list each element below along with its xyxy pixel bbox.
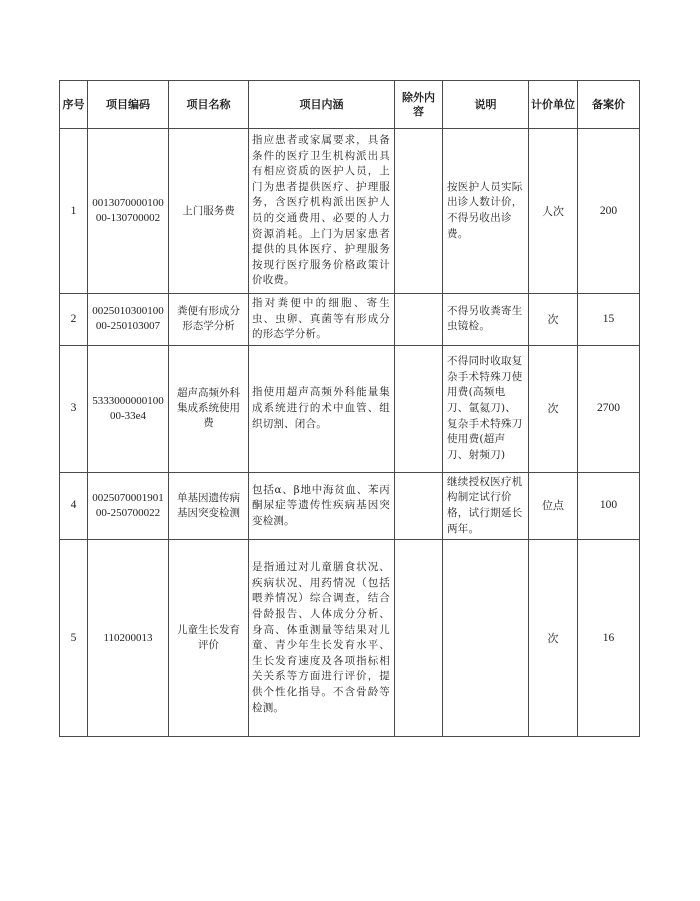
price-filing-table: [59, 80, 640, 737]
cell-unit: 次: [529, 345, 578, 472]
cell-excluded: [395, 294, 443, 346]
table-row: [60, 540, 640, 737]
cell-note: 不得另收粪寄生虫镜检。: [443, 294, 529, 346]
cell-unit: 位点: [529, 472, 578, 539]
cell-content: 是指通过对儿童膳食状况、疾病状况、用药情况（包括喂养情况）综合调查，结合骨龄报告、人体成分分析、身高、体重测量等结果对儿童、青少年生长发育水平、生长发育速度及各项指标相关关系等方面进行评价，提供个性化指导。不含骨龄等检测。: [249, 540, 395, 737]
cell-code: 533300000010000-33e4: [88, 345, 169, 472]
cell-code: 001307000010000-130700002: [88, 129, 169, 294]
cell-name: 单基因遗传病基因突变检测: [169, 472, 249, 539]
cell-content: 指应患者或家属要求，具备条件的医疗卫生机构派出具有相应资质的医护人员，上门为患者提供医疗、护理服务，含医疗机构派出医护人员的交通费用、必要的人力资源消耗。上门为居家患者提供的具体医疗、护理服务按现行医疗服务价格政策计价收费。: [249, 129, 395, 294]
header-row: [60, 81, 640, 129]
cell-name: 超声高频外科集成系统使用费: [169, 345, 249, 472]
cell-note: [443, 540, 529, 737]
table-row: [60, 472, 640, 539]
cell-content: 指对粪便中的细胞、寄生虫、虫卵、真菌等有形成分的形态学分析。: [249, 294, 395, 346]
cell-unit: 人次: [529, 129, 578, 294]
cell-unit: 次: [529, 540, 578, 737]
header-price: 备案价: [578, 81, 640, 129]
cell-note: 按医护人员实际出诊人数计价，不得另收出诊费。: [443, 129, 529, 294]
header-content: 项目内涵: [249, 81, 395, 129]
cell-price: 2700: [578, 345, 640, 472]
cell-excluded: [395, 129, 443, 294]
cell-price: 15: [578, 294, 640, 346]
cell-unit: 次: [529, 294, 578, 346]
header-excluded: 除外内容: [395, 81, 443, 129]
header-unit: 计价单位: [529, 81, 578, 129]
cell-seq: 2: [60, 294, 88, 346]
cell-content: 包括α、β地中海贫血、苯丙酮尿症等遗传性疾病基因突变检测。: [249, 472, 395, 539]
cell-code: 110200013: [88, 540, 169, 737]
header-name: 项目名称: [169, 81, 249, 129]
cell-seq: 5: [60, 540, 88, 737]
cell-excluded: [395, 472, 443, 539]
table-row: [60, 345, 640, 472]
cell-name: 儿童生长发育评价: [169, 540, 249, 737]
cell-note: 不得同时收取复杂手术特殊刀使用费(高频电刀、氩氦刀)、复杂手术特殊刀使用费(超声刀、射频刀): [443, 345, 529, 472]
cell-code: 002501030010000-250103007: [88, 294, 169, 346]
cell-price: 16: [578, 540, 640, 737]
cell-name: 粪便有形成分形态学分析: [169, 294, 249, 346]
table-row: [60, 129, 640, 294]
cell-seq: 4: [60, 472, 88, 539]
cell-excluded: [395, 345, 443, 472]
table-row: [60, 294, 640, 346]
header-seq: 序号: [60, 81, 88, 129]
cell-seq: 3: [60, 345, 88, 472]
cell-code: 002507000190100-250700022: [88, 472, 169, 539]
cell-note: 继续授权医疗机构制定试行价格，试行期延长两年。: [443, 472, 529, 539]
cell-price: 200: [578, 129, 640, 294]
cell-content: 指使用超声高频外科能量集成系统进行的术中血管、组织切割、闭合。: [249, 345, 395, 472]
cell-name: 上门服务费: [169, 129, 249, 294]
cell-excluded: [395, 540, 443, 737]
header-code: 项目编码: [88, 81, 169, 129]
header-note: 说明: [443, 81, 529, 129]
cell-price: 100: [578, 472, 640, 539]
cell-seq: 1: [60, 129, 88, 294]
